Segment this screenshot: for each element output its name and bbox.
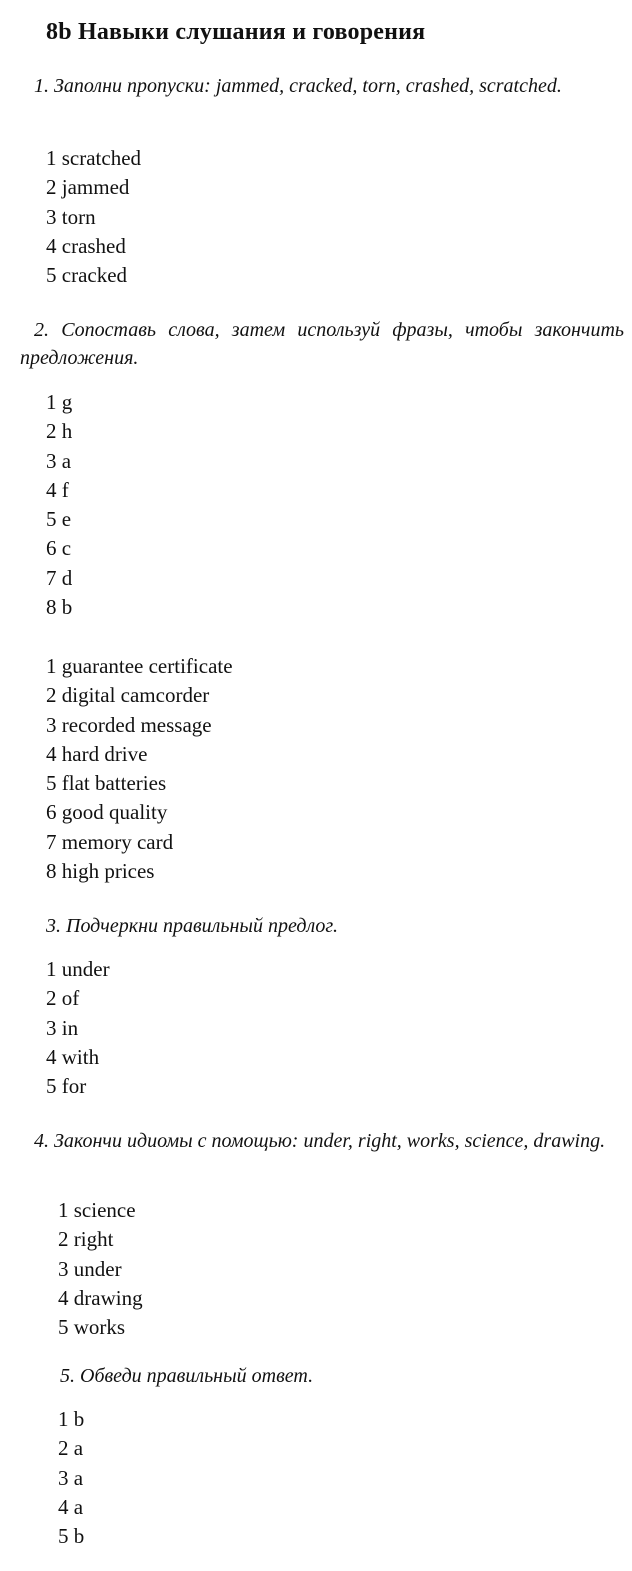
list-item: 2 digital camcorder — [46, 683, 210, 708]
page-title: 8b Навыки слушания и говорения — [46, 19, 426, 45]
list-item: 4 crashed — [46, 233, 126, 258]
list-item: 8 b — [46, 595, 73, 620]
list-item: 1 under — [46, 957, 110, 981]
list-item: 5 cracked — [46, 263, 128, 288]
list-item: 2 a — [58, 1436, 84, 1461]
list-item: 7 memory card — [46, 829, 174, 854]
list-item: 3 recorded message — [46, 712, 212, 737]
list-item: 8 high prices — [46, 859, 155, 884]
list-item: 3 torn — [46, 204, 96, 229]
exercise-1-instruction: 1. Заполни пропуски: jammed, cracked, torn, crashed, scratched. — [34, 75, 562, 97]
list-item: 4 drawing — [58, 1285, 143, 1310]
exercise-3-instruction: 3. Подчеркни правильный предлог. — [46, 915, 338, 937]
exercise-3-answers — [46, 955, 110, 1101]
list-item: 1 science — [58, 1198, 136, 1222]
list-item: 3 a — [58, 1465, 84, 1490]
exercise-2-matches — [46, 388, 72, 622]
list-item: 5 works — [58, 1315, 126, 1340]
list-item: 1 g — [46, 390, 73, 414]
exercise-1-answers — [46, 144, 141, 290]
list-item: 4 a — [58, 1494, 84, 1519]
list-item: 5 flat batteries — [46, 771, 167, 796]
list-item: 2 h — [46, 419, 73, 444]
exercise-2-phrases — [46, 652, 233, 886]
list-item: 3 in — [46, 1015, 79, 1040]
list-item: 5 b — [58, 1524, 85, 1549]
list-item: 5 for — [46, 1074, 87, 1099]
list-item: 4 hard drive — [46, 741, 148, 766]
exercise-2-instruction: 2. Сопоставь слова, затем используй фразы, чтобы закончить предложения. — [20, 319, 624, 369]
list-item: 2 right — [58, 1227, 114, 1252]
exercise-4-answers — [58, 1196, 143, 1342]
list-item: 2 of — [46, 986, 80, 1011]
list-item: 6 c — [46, 536, 72, 561]
list-item: 7 d — [46, 565, 73, 590]
list-item: 5 e — [46, 507, 72, 532]
list-item: 4 with — [46, 1044, 100, 1069]
list-item: 1 b — [58, 1407, 85, 1431]
list-item: 3 a — [46, 448, 72, 473]
list-item: 4 f — [46, 477, 69, 502]
list-item: 6 good quality — [46, 800, 168, 825]
list-item: 1 scratched — [46, 146, 142, 170]
exercise-4-instruction: 4. Закончи идиомы с помощью: under, right, works, science, drawing. — [34, 1130, 606, 1152]
list-item: 3 under — [58, 1256, 122, 1281]
list-item: 1 guarantee certificate — [46, 654, 233, 678]
exercise-5-instruction: 5. Обведи правильный ответ. — [60, 1365, 314, 1387]
exercise-5-answers — [58, 1405, 84, 1551]
list-item: 2 jammed — [46, 175, 130, 200]
